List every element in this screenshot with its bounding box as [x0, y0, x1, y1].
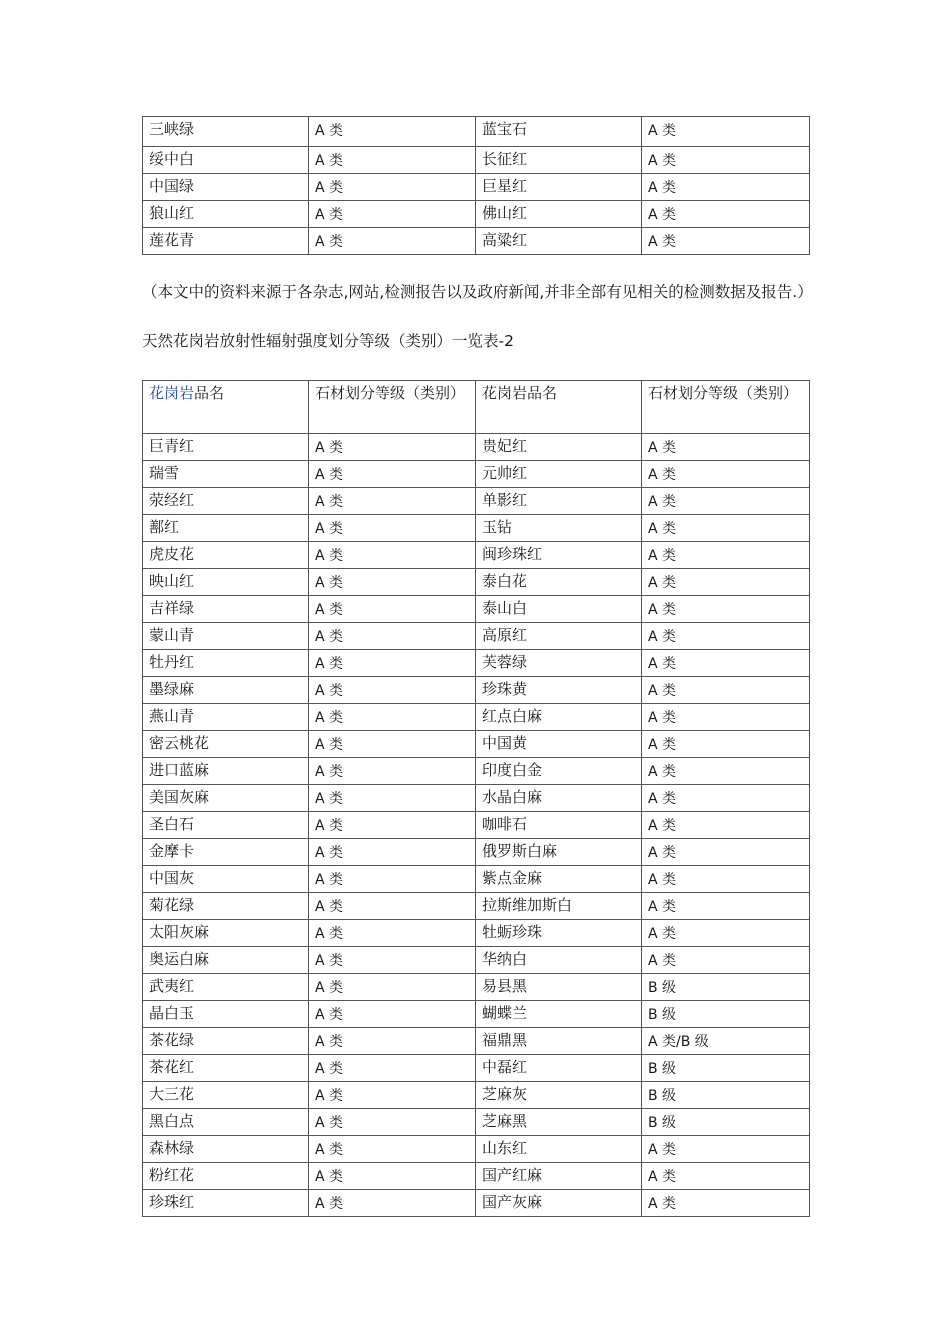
grade-class-cell: A 类	[642, 758, 810, 785]
granite-name-cell: 玉钻	[476, 515, 642, 542]
table-row	[143, 623, 810, 650]
granite-name-cell: 茶花红	[143, 1055, 309, 1082]
grade-class-cell: A 类	[309, 677, 476, 704]
grade-class-cell: A 类	[642, 596, 810, 623]
granite-table-2	[142, 380, 810, 1217]
grade-class-cell: A 类	[642, 623, 810, 650]
grade-class-cell: A 类	[309, 1082, 476, 1109]
grade-class-cell: A 类	[309, 569, 476, 596]
table-row	[143, 1163, 810, 1190]
grade-class-cell: A 类	[309, 893, 476, 920]
table-row	[143, 488, 810, 515]
table-row	[143, 228, 810, 255]
granite-name-cell: 国产灰麻	[476, 1190, 642, 1217]
granite-name-cell: 映山红	[143, 569, 309, 596]
granite-name-cell: 咖啡石	[476, 812, 642, 839]
granite-name-cell: 晶白玉	[143, 1001, 309, 1028]
grade-class-cell: A 类	[309, 434, 476, 461]
header-grade-col2: 石材划分等级（类别）	[309, 381, 476, 434]
grade-class-cell: A 类	[642, 174, 810, 201]
granite-name-cell: 菊花绿	[143, 893, 309, 920]
grade-class-cell: A 类	[642, 812, 810, 839]
granite-name-cell: 虎皮花	[143, 542, 309, 569]
granite-name-cell: 中国黄	[476, 731, 642, 758]
granite-name-cell: 粉红花	[143, 1163, 309, 1190]
grade-class-cell: A 类	[309, 947, 476, 974]
granite-name-cell: 三峡绿	[143, 117, 309, 147]
table-row	[143, 515, 810, 542]
granite-name-cell: 闽珍珠红	[476, 542, 642, 569]
granite-name-cell: 中国绿	[143, 174, 309, 201]
granite-table-1-body	[143, 117, 810, 255]
table-row	[143, 812, 810, 839]
table-row	[143, 569, 810, 596]
table-row	[143, 201, 810, 228]
granite-name-cell: 鄯红	[143, 515, 309, 542]
grade-class-cell: A 类	[642, 731, 810, 758]
granite-name-cell: 燕山青	[143, 704, 309, 731]
table-row	[143, 434, 810, 461]
table-row	[143, 947, 810, 974]
granite-name-cell: 芝麻黑	[476, 1109, 642, 1136]
grade-class-cell: A 类	[309, 461, 476, 488]
table-row	[143, 758, 810, 785]
granite-name-cell: 墨绿麻	[143, 677, 309, 704]
table-caption: 天然花岗岩放射性辐射强度划分等级（类别）一览表-2	[142, 332, 514, 350]
granite-name-cell: 吉祥绿	[143, 596, 309, 623]
granite-name-cell: 元帅红	[476, 461, 642, 488]
grade-class-cell: A 类	[642, 1136, 810, 1163]
granite-name-cell: 森林绿	[143, 1136, 309, 1163]
table-row	[143, 461, 810, 488]
granite-name-cell: 武夷红	[143, 974, 309, 1001]
grade-class-cell: A 类	[642, 650, 810, 677]
grade-class-cell: A 类	[309, 1001, 476, 1028]
grade-class-cell: A 类	[642, 461, 810, 488]
table-row	[143, 893, 810, 920]
granite-name-cell: 蝴蝶兰	[476, 1001, 642, 1028]
granite-name-cell: 国产红麻	[476, 1163, 642, 1190]
header-name-col1	[143, 381, 309, 434]
granite-name-cell: 华纳白	[476, 947, 642, 974]
table-row	[143, 677, 810, 704]
granite-name-cell: 芝麻灰	[476, 1082, 642, 1109]
table-row	[143, 1190, 810, 1217]
granite-name-cell: 绥中白	[143, 147, 309, 174]
grade-class-cell: A 类	[309, 1136, 476, 1163]
granite-name-cell: 奥运白麻	[143, 947, 309, 974]
grade-class-cell: A 类	[642, 677, 810, 704]
granite-name-cell: 进口蓝麻	[143, 758, 309, 785]
table-row	[143, 1028, 810, 1055]
grade-class-cell: A 类	[309, 1109, 476, 1136]
granite-name-cell: 水晶白麻	[476, 785, 642, 812]
table-row	[143, 1001, 810, 1028]
granite-name-cell: 牡丹红	[143, 650, 309, 677]
grade-class-cell: A 类	[309, 839, 476, 866]
granite-table-1	[142, 116, 810, 255]
granite-name-cell: 中国灰	[143, 866, 309, 893]
source-note: （本文中的资料来源于各杂志,网站,检测报告以及政府新闻,并非全部有见相关的检测数据及报告.）	[142, 283, 813, 301]
grade-class-cell: A 类	[642, 866, 810, 893]
grade-class-cell: A 类	[309, 623, 476, 650]
granite-name-cell: 金摩卡	[143, 839, 309, 866]
granite-name-cell: 黑白点	[143, 1109, 309, 1136]
grade-class-cell: A 类	[642, 434, 810, 461]
grade-class-cell: A 类	[309, 596, 476, 623]
table-row	[143, 839, 810, 866]
granite-name-cell: 中磊红	[476, 1055, 642, 1082]
grade-class-cell: A 类	[642, 228, 810, 255]
grade-class-cell: A 类	[309, 515, 476, 542]
table-row	[143, 650, 810, 677]
grade-class-cell: B 级	[642, 1055, 810, 1082]
grade-class-cell: B 级	[642, 1109, 810, 1136]
grade-class-cell: A 类	[309, 866, 476, 893]
grade-class-cell: B 级	[642, 1001, 810, 1028]
grade-class-cell: B 级	[642, 974, 810, 1001]
grade-class-cell: A 类	[642, 839, 810, 866]
granite-name-cell: 珍珠黄	[476, 677, 642, 704]
grade-class-cell: A 类	[642, 893, 810, 920]
grade-class-cell: A 类	[309, 1055, 476, 1082]
table-row	[143, 731, 810, 758]
grade-class-cell: A 类	[309, 704, 476, 731]
granite-name-cell: 狼山红	[143, 201, 309, 228]
granite-name-cell: 泰白花	[476, 569, 642, 596]
table-row	[143, 704, 810, 731]
granite-name-cell: 福鼎黑	[476, 1028, 642, 1055]
grade-class-cell: A 类	[642, 704, 810, 731]
grade-class-cell: A 类	[309, 1163, 476, 1190]
granite-name-cell: 单影红	[476, 488, 642, 515]
granite-name-cell: 长征红	[476, 147, 642, 174]
grade-class-cell: A 类	[642, 147, 810, 174]
granite-name-cell: 大三花	[143, 1082, 309, 1109]
grade-class-cell: A 类	[309, 650, 476, 677]
granite-name-cell: 拉斯维加斯白	[476, 893, 642, 920]
granite-name-cell: 蓝宝石	[476, 117, 642, 147]
granite-name-cell: 高粱红	[476, 228, 642, 255]
granite-name-cell: 俄罗斯白麻	[476, 839, 642, 866]
granite-name-cell: 芙蓉绿	[476, 650, 642, 677]
grade-class-cell: A 类	[642, 488, 810, 515]
grade-class-cell: A 类	[309, 488, 476, 515]
header-name-rest: 品名	[194, 384, 225, 402]
grade-class-cell: A 类	[642, 542, 810, 569]
grade-class-cell: A 类	[642, 569, 810, 596]
grade-class-cell: A 类	[642, 947, 810, 974]
granite-name-cell: 印度白金	[476, 758, 642, 785]
grade-class-cell: A 类	[642, 117, 810, 147]
granite-name-cell: 巨星红	[476, 174, 642, 201]
table-row	[143, 1109, 810, 1136]
granite-name-cell: 茶花绿	[143, 1028, 309, 1055]
granite-name-cell: 易县黑	[476, 974, 642, 1001]
granite-name-cell: 莲花青	[143, 228, 309, 255]
granite-name-cell: 佛山红	[476, 201, 642, 228]
granite-table-2-body	[143, 381, 810, 1217]
grade-class-cell: A 类	[309, 117, 476, 147]
table-row	[143, 866, 810, 893]
grade-class-cell: A 类	[642, 201, 810, 228]
grade-class-cell: A 类	[309, 785, 476, 812]
grade-class-cell: A 类	[309, 542, 476, 569]
grade-class-cell: A 类	[309, 147, 476, 174]
grade-class-cell: A 类	[309, 920, 476, 947]
granite-name-cell: 美国灰麻	[143, 785, 309, 812]
grade-class-cell: A 类	[642, 785, 810, 812]
granite-name-cell: 牡蛎珍珠	[476, 920, 642, 947]
granite-name-cell: 圣白石	[143, 812, 309, 839]
table-row	[143, 1136, 810, 1163]
table-row	[143, 785, 810, 812]
header-grade-col4: 石材划分等级（类别）	[642, 381, 810, 434]
grade-class-cell: A 类	[309, 1028, 476, 1055]
table-row	[143, 920, 810, 947]
grade-class-cell: B 级	[642, 1082, 810, 1109]
table-row	[143, 1055, 810, 1082]
table-row	[143, 174, 810, 201]
grade-class-cell: A 类	[309, 228, 476, 255]
grade-class-cell: A 类	[309, 201, 476, 228]
grade-class-cell: A 类	[309, 812, 476, 839]
granite-name-cell: 高原红	[476, 623, 642, 650]
granite-name-cell: 紫点金麻	[476, 866, 642, 893]
table-row	[143, 117, 810, 147]
grade-class-cell: A 类	[309, 758, 476, 785]
grade-class-cell: A 类	[642, 515, 810, 542]
granite-name-cell: 珍珠红	[143, 1190, 309, 1217]
granite-name-cell: 山东红	[476, 1136, 642, 1163]
grade-class-cell: A 类	[642, 920, 810, 947]
table-header-row	[143, 381, 810, 434]
granite-name-cell: 红点白麻	[476, 704, 642, 731]
grade-class-cell: A 类	[309, 974, 476, 1001]
table-row	[143, 596, 810, 623]
header-name-col3: 花岗岩品名	[476, 381, 642, 434]
table-row	[143, 542, 810, 569]
grade-class-cell: A 类	[309, 731, 476, 758]
header-highlight-link[interactable]: 花岗岩	[149, 384, 195, 402]
granite-name-cell: 泰山白	[476, 596, 642, 623]
granite-name-cell: 蒙山青	[143, 623, 309, 650]
granite-name-cell: 密云桃花	[143, 731, 309, 758]
table-row	[143, 1082, 810, 1109]
grade-class-cell: A 类	[309, 1190, 476, 1217]
grade-class-cell: A 类	[642, 1190, 810, 1217]
granite-name-cell: 贵妃红	[476, 434, 642, 461]
grade-class-cell: A 类	[642, 1163, 810, 1190]
granite-name-cell: 瑞雪	[143, 461, 309, 488]
granite-name-cell: 巨青红	[143, 434, 309, 461]
grade-class-cell: A 类/B 级	[642, 1028, 810, 1055]
table-row	[143, 147, 810, 174]
table-row	[143, 974, 810, 1001]
granite-name-cell: 太阳灰麻	[143, 920, 309, 947]
granite-name-cell: 荥经红	[143, 488, 309, 515]
grade-class-cell: A 类	[309, 174, 476, 201]
